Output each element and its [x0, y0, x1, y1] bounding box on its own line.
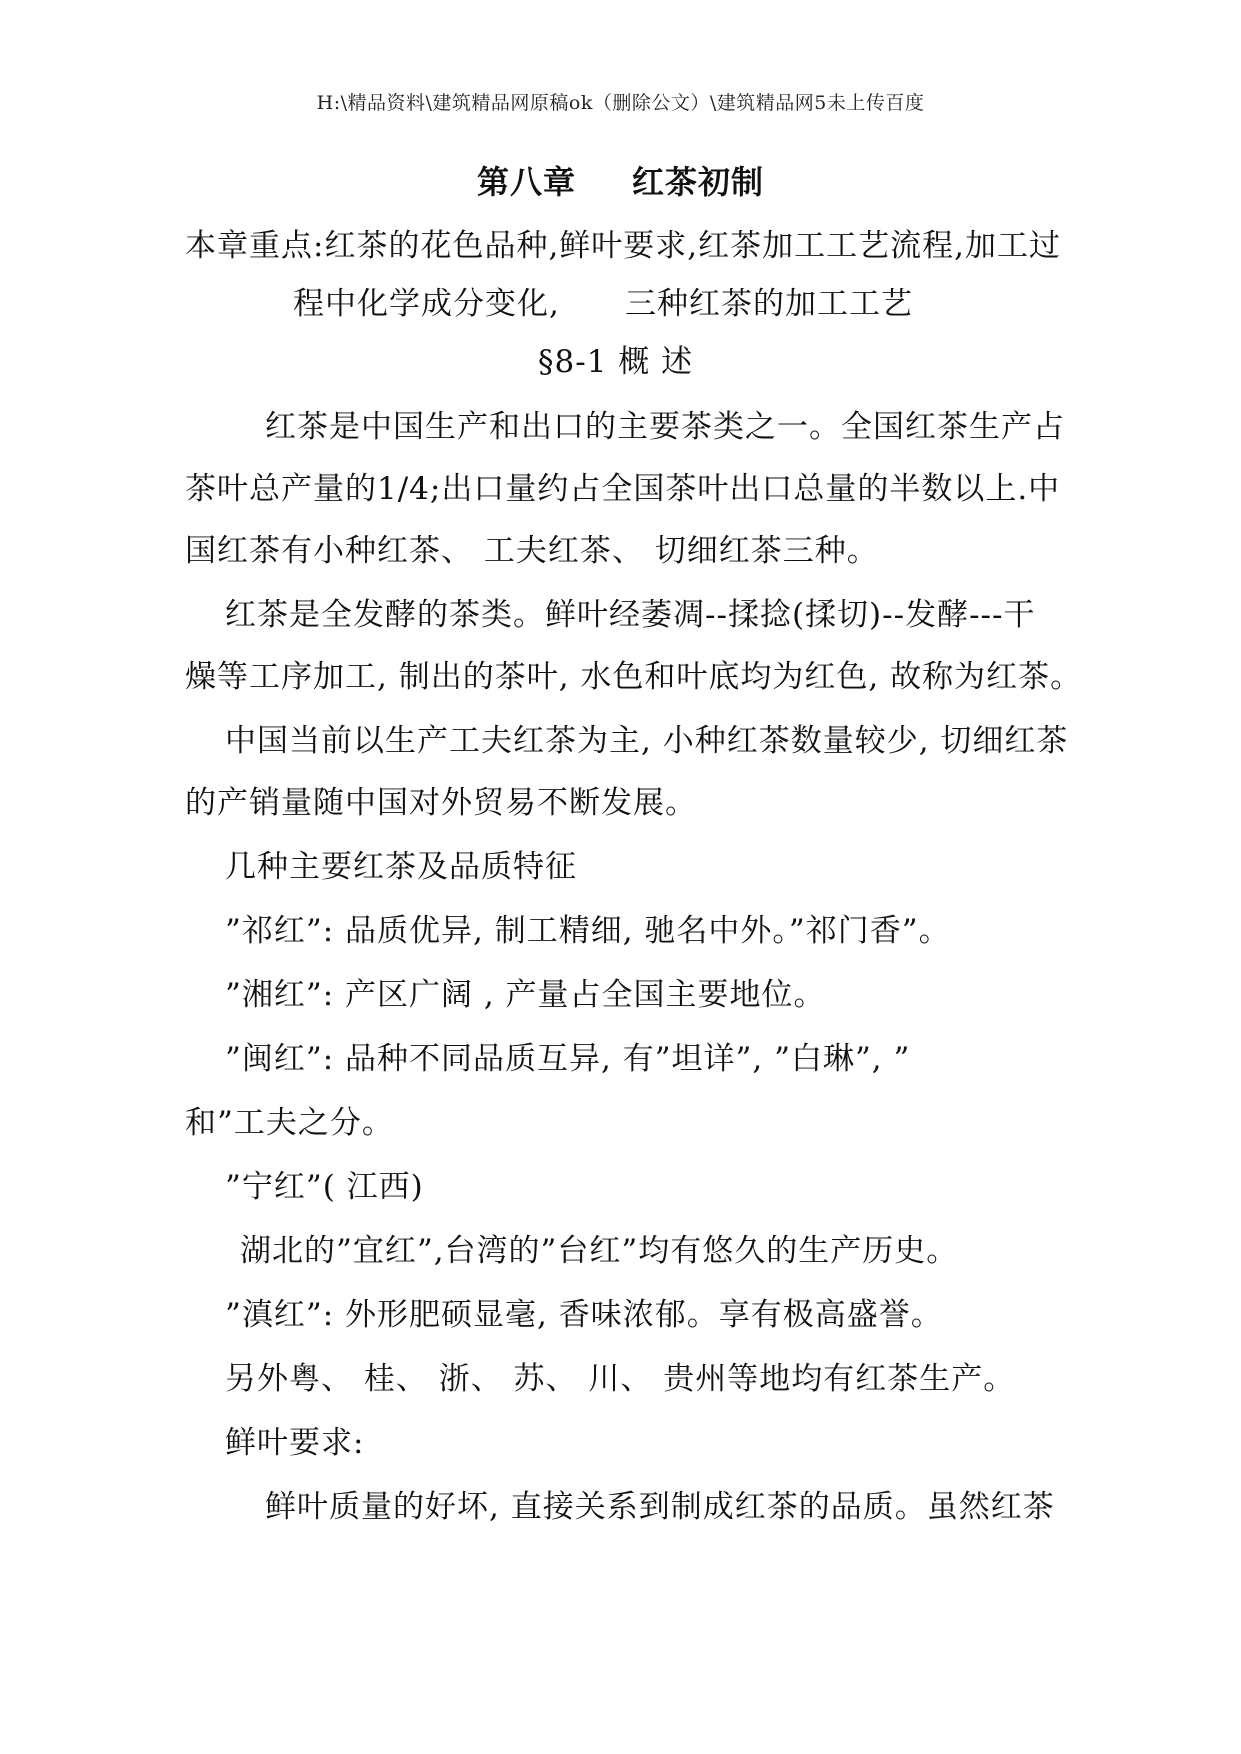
- leaf-requirements-heading: 鲜叶要求:: [225, 1425, 365, 1461]
- yihong-line: 湖北的”宜红”,台湾的”台红”均有悠久的生产历史。: [240, 1233, 959, 1269]
- chapter-focus-line-1: 本章重点:红茶的花色品种,鲜叶要求,红茶加工工艺流程,加工过: [185, 228, 1062, 264]
- minhong-line-1: ”闽红”: 品种不同品质互异, 有”坦详”, ”白琳”, ”: [225, 1041, 911, 1077]
- chapter-name: 红茶初制: [632, 163, 765, 201]
- chapter-focus-line-2: 程中化学成分变化, 三种红茶的加工工艺: [293, 286, 913, 322]
- dianhong-line: ”滇红”: 外形肥硕显毫, 香味浓郁。享有极高盛誉。: [225, 1297, 943, 1333]
- paragraph-1-line-2: 茶叶总产量的1/4;出口量约占全国茶叶出口总量的半数以上.中: [185, 471, 1061, 507]
- ninghong-line: ”宁红”( 江西): [225, 1169, 424, 1205]
- paragraph-1-line-3: 国红茶有小种红茶、 工夫红茶、 切细红茶三种。: [185, 533, 879, 569]
- file-path-header: H:\精品资料\建筑精品网原稿ok（删除公文）\建筑精品网5未上传百度: [316, 92, 925, 114]
- paragraph-3-line-1: 中国当前以生产工夫红茶为主, 小种红茶数量较少, 切细红茶: [225, 723, 1069, 759]
- paragraph-2-line-2: 燥等工序加工, 制出的茶叶, 水色和叶底均为红色, 故称为红茶。: [185, 659, 1083, 695]
- other-regions-line: 另外粤、 桂、 浙、 苏、 川、 贵州等地均有红茶生产。: [225, 1361, 1016, 1397]
- paragraph-1-line-1: 红茶是中国生产和出口的主要茶类之一。全国红茶生产占: [265, 409, 1065, 445]
- leaf-requirements-line-1: 鲜叶质量的好坏, 直接关系到制成红茶的品质。虽然红茶: [265, 1489, 1055, 1525]
- paragraph-2-line-1: 红茶是全发酵的茶类。鲜叶经萎凋--揉捻(揉切)--发酵---干: [225, 597, 1036, 633]
- section-heading: §8-1 概 述: [538, 344, 694, 380]
- xianghong-line: ”湘红”: 产区广阔 , 产量占全国主要地位。: [225, 977, 826, 1013]
- qihong-line: ”祁红”: 品质优异, 制工精细, 驰名中外。”祁门香”。: [225, 913, 951, 949]
- chapter-title: [0, 162, 1241, 202]
- minhong-line-2: 和”工夫之分。: [185, 1105, 394, 1141]
- chapter-number: 第八章: [476, 163, 576, 201]
- paragraph-3-line-2: 的产销量随中国对外贸易不断发展。: [185, 785, 697, 821]
- varieties-heading: 几种主要红茶及品质特征: [225, 849, 577, 885]
